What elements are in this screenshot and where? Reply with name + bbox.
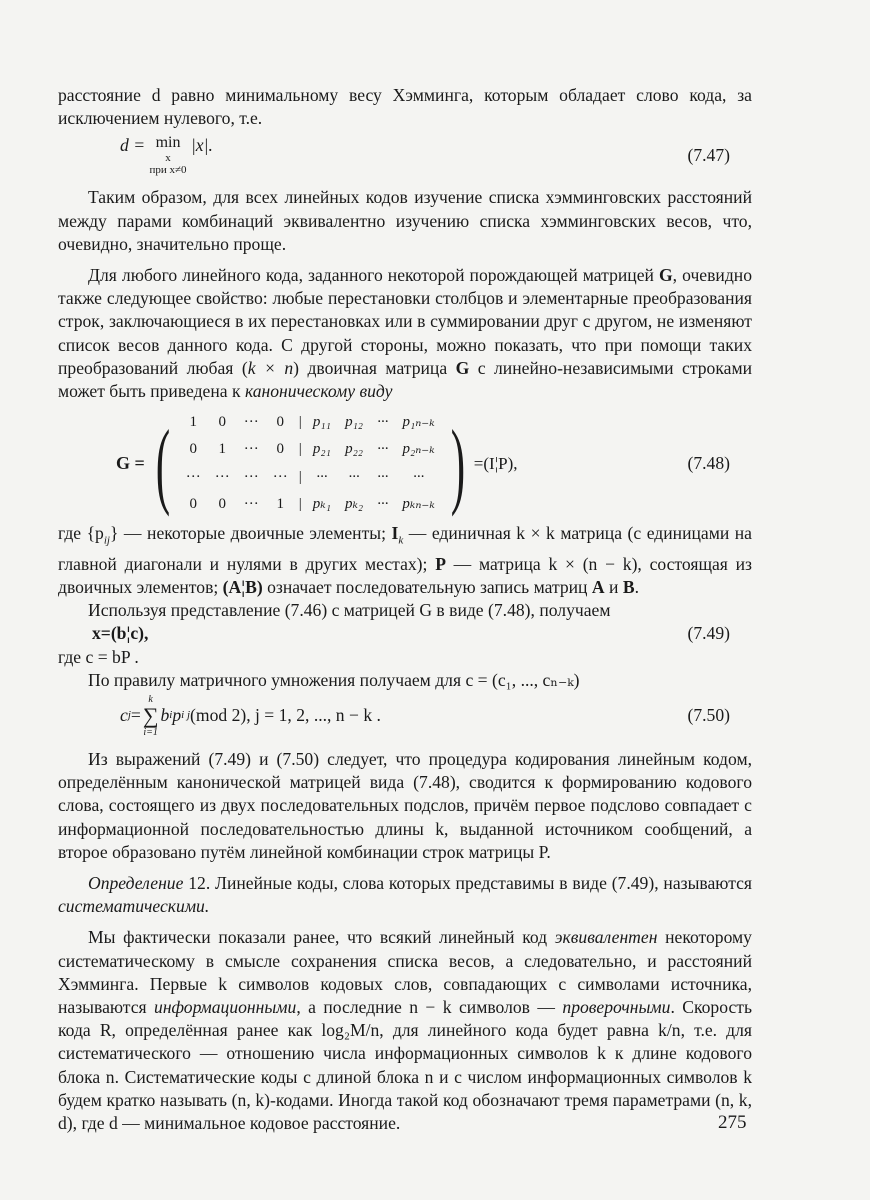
- intro-paragraph: расстояние d равно минимальному весу Хэмминга, которым обладает слово кода, за исключением нулевого, т.е.: [58, 85, 752, 129]
- matrix-cell: ···: [377, 441, 389, 458]
- matrix-cell: ···: [377, 468, 389, 485]
- matrix-cell: ···: [243, 441, 259, 458]
- eq49-number: (7.49): [687, 623, 730, 644]
- matrix-cell: ···: [214, 468, 230, 485]
- matrix-cell: 0: [218, 495, 226, 512]
- matrix-cell: pₖₙ₋ₖ: [402, 495, 435, 512]
- matrix-cell: 1: [276, 495, 284, 512]
- equation-7-49: [58, 622, 752, 645]
- text-column: [58, 84, 752, 1135]
- matrix-cell: p₁ₙ₋ₖ: [402, 414, 435, 431]
- matrix-cell: |: [298, 441, 302, 458]
- matrix-cell: |: [298, 495, 302, 512]
- right-paren: ): [450, 409, 466, 517]
- matrix-cell: 0: [276, 441, 284, 458]
- eq48-number: (7.48): [687, 453, 730, 474]
- matrix-cell: ···: [243, 468, 259, 485]
- sum-symbol: k ∑ i=1: [142, 693, 159, 738]
- matrix-cell: 0: [189, 441, 197, 458]
- eq48-lhs: G =: [116, 453, 145, 474]
- matrix-cell: 1: [189, 414, 197, 431]
- matrix-cell: |: [298, 414, 302, 431]
- paragraph-5: где c = bP .: [58, 646, 139, 667]
- matrix-cell: p₁₂: [345, 414, 363, 431]
- eq47-number: (7.47): [687, 144, 730, 165]
- matrix-cell: p₁₁: [312, 414, 331, 431]
- eq47-lhs: d =: [120, 135, 146, 156]
- matrix-row: [179, 464, 442, 491]
- eq47-sub1: x: [165, 152, 171, 165]
- matrix-cell: p₂ₙ₋ₖ: [402, 441, 435, 458]
- paragraph-1: Таким образом, для всех линейных кодов изучение списка хэмминговских расстояний между парами комбинаций эквивалентно изучению списка хэмминговских весов, что, очевидно, значительно проще.: [58, 187, 752, 254]
- eq47-abs-end: |.: [203, 135, 213, 156]
- matrix-cell: 0: [218, 414, 226, 431]
- paragraph-9: Мы фактически показали ранее, что всякий линейный код эквивалентен некоторому систематическому в смысле сохранения списка весов, а следовательно, и расстояний Хэмминга. Первые k символов кодовых слов, совпадающих с символами источника, называются информационными, а последние n − k символов — проверочными. Скорость кода R, определённая ранее как log₂M/n, для линейного кода будет равна k/n, т.е. для систематического — отношению числа информационных символов k к длине кодового блока n. Систематические коды с длиной блока n и с числом информационных символов k будем кратко называть (n, k)-кодами. Иногда такой код обозначают тремя параметрами (n, k, d), где d — минимальное кодовое расстояние.: [58, 927, 752, 1134]
- matrix-G-ref: G: [658, 265, 673, 286]
- eq50-number: (7.50): [687, 705, 730, 726]
- matrix-cell: 0: [189, 495, 197, 512]
- matrix-cell: ···: [316, 468, 328, 485]
- paragraph-3: где $\{p_{ij}\}$ — некоторые двоичные элементы; $I_k$ — единичная k × k матрица (с единицами на главной диагонали и нулями в других местах); P — матрица k × (n − k), состоящая из двоичных элементов; (A¦B) означает последовательную запись матриц A и B.: [58, 523, 752, 597]
- matrix-row: [179, 491, 442, 518]
- page-number: 275: [718, 1112, 747, 1133]
- matrix-cell: 0: [276, 414, 284, 431]
- matrix-cell: p₂₂: [345, 441, 363, 458]
- matrix-cell: ···: [377, 414, 389, 431]
- matrix-cell: ···: [272, 468, 288, 485]
- matrix-cell: ···: [377, 495, 389, 512]
- matrix-cell: ···: [412, 468, 425, 485]
- matrix-cell: ···: [348, 468, 360, 485]
- eq47-sub2b: ≠0: [175, 164, 187, 177]
- eq47-sub2: при x: [149, 164, 176, 177]
- matrix-cell: 1: [218, 441, 226, 458]
- matrix-cell: pₖ₂: [344, 495, 364, 512]
- left-paren: (: [155, 409, 170, 517]
- eq48-rhs: =(I¦P),: [473, 454, 518, 474]
- matrix-cell: ···: [185, 468, 201, 485]
- eq47-min: min: [155, 134, 181, 152]
- equation-7-47: [58, 134, 752, 176]
- matrix-row: [179, 409, 442, 436]
- equation-7-50: c j = k ∑ i=1 b i p i j (mod 2), j = 1, 2, ..., n − k . (7.50): [120, 693, 730, 738]
- paragraph-2: Для любого линейного кода, заданного некоторой порождающей матрицей G, очевидно также следующее свойство: любые перестановки столбцов и элементарные преобразования строк, заключающиеся в их перестановках или в суммировании друг с другом, не изменяют список весов данного кода. С другой стороны, можно показать, что при помощи таких преобразований любая (k × n) двоичная матрица G с линейно-независимыми строками может быть приведена к каноническому виду: [58, 265, 752, 402]
- definition-12: Определение 12. Линейные коды, слова которых представимы в виде (7.49), называются систематическими.: [58, 873, 752, 917]
- equation-7-48: [58, 409, 752, 518]
- matrix-cell: ···: [243, 414, 259, 431]
- matrix-row: [179, 436, 442, 463]
- matrix-cell: |: [298, 468, 302, 485]
- paragraph-6: По правилу матричного умножения получаем для c = (c₁, ..., cₙ₋ₖ): [88, 669, 580, 690]
- matrix-cell: p₂₁: [312, 441, 331, 458]
- eq49-expr: x=(b¦c),: [92, 623, 149, 644]
- generator-matrix: [179, 409, 442, 518]
- paragraph-4: Используя представление (7.46) с матрицей G в виде (7.48), получаем: [88, 600, 611, 621]
- eq47-abs: |x: [190, 135, 204, 156]
- matrix-cell: pₖ₁: [312, 495, 331, 512]
- matrix-cell: ···: [243, 495, 259, 512]
- paragraph-7: Из выражений (7.49) и (7.50) следует, что процедура кодирования линейным кодом, определённым канонической матрицей вида (7.48), сводится к формированию кодового слова, состоящего из двух последовательных подслов, причём первое подслово совпадает с информационной последовательностью длины k, выданной источником сообщений, а второе образовано путём линейной комбинации строк матрицы P.: [58, 748, 752, 862]
